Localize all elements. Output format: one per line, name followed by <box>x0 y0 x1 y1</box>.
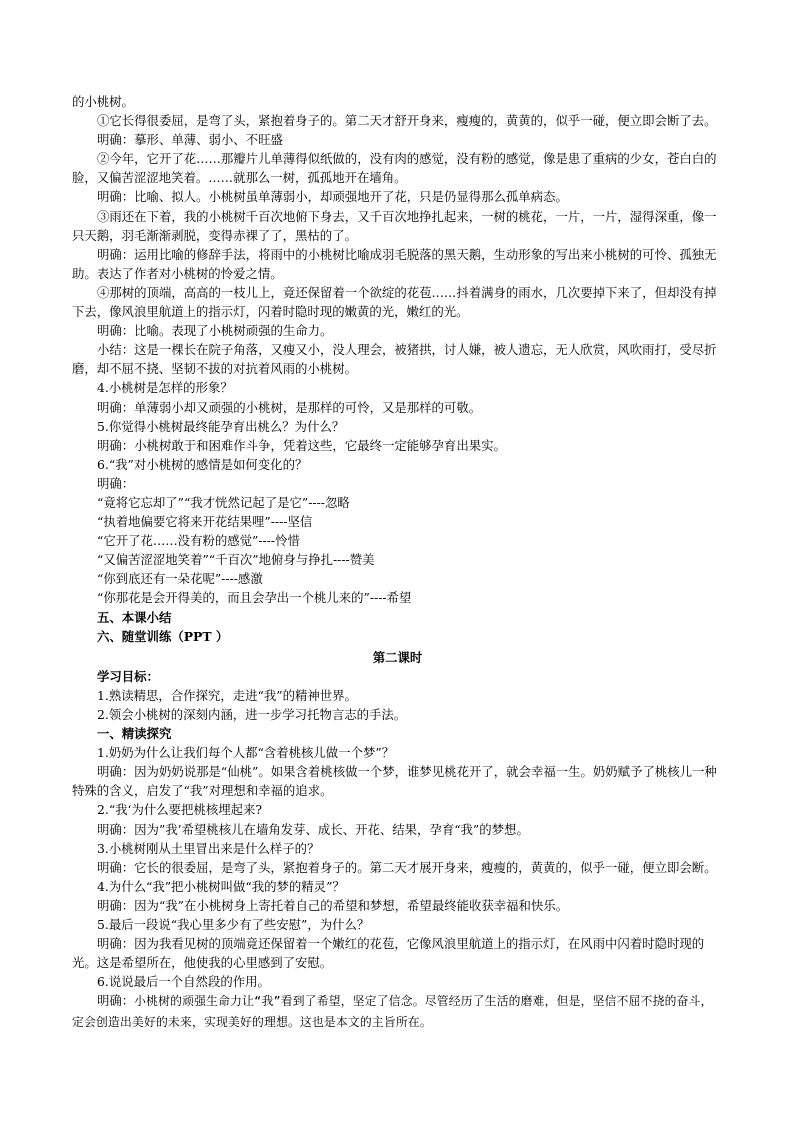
paragraph <box>72 991 723 1031</box>
paragraph <box>72 187 723 206</box>
paragraph <box>72 111 723 130</box>
paragraph-text: 6.“我”对小桃树的感情是如何变化的？ <box>97 456 308 472</box>
paragraph <box>72 245 723 283</box>
paragraph <box>72 92 723 111</box>
paragraph-text: 明确：摹形、单薄、弱小、不旺盛 <box>97 132 283 148</box>
document-page <box>72 92 723 1032</box>
paragraph <box>72 820 723 839</box>
paragraph-text: 明确： <box>97 993 135 1009</box>
paragraph-text: 第二课时 <box>372 649 423 665</box>
heading-line <box>72 608 723 627</box>
paragraph <box>72 531 723 550</box>
paragraph <box>72 877 723 896</box>
paragraph-text: 六、随堂训练（PPT ） <box>97 628 229 644</box>
paragraph-text: “又偏苦涩涩地笑着”“千百次”地俯身与挣扎----赞美 <box>97 552 375 568</box>
paragraph-text: 明确：小桃树敢于和困难作斗争，凭着这些，它最终一定能够孕育出果实。 <box>97 437 506 453</box>
heading-line <box>72 667 723 686</box>
paragraph-text: 2.领会小桃树的深刻内涵，进一步学习托物言志的手法。 <box>97 707 407 722</box>
paragraph-text: 学习目标： <box>97 668 159 684</box>
paragraph <box>72 149 723 187</box>
paragraph <box>72 896 723 915</box>
paragraph-text: “你那花是会开得美的，而且会孕出一个桃儿来的”----希望 <box>97 590 412 606</box>
paragraph-text: ④那树的顶端，高高的一枝儿上，竟还保留着一个欲绽的花苞……抖着满身的雨水，几次要掉下来了，但却没有掉下去，像风浪里航道上的指示灯，闪着时隐时现的嫩黄的光，嫩红的光。 <box>72 284 717 320</box>
paragraph-text: ①它长得很委屈，是弯了头，紧抱着身子的。第二天才舒开身来，瘦瘦的，黄黄的，似乎一碰，便立即会断了去。 <box>97 113 717 129</box>
paragraph-text: 明确：运用比喻的修辞手法，将雨中的小桃树比喻成羽毛脱落的黑天鹅，生动形象的写出来小桃树的可怜、孤独无助。表达了作者对小桃树的怜爱之情。 <box>72 246 717 281</box>
paragraph <box>72 512 723 531</box>
paragraph <box>72 550 723 569</box>
paragraph-text: 1.奶奶为什么让我们每个人都“含着桃核儿做一个梦”？ <box>97 745 395 761</box>
paragraph <box>72 705 723 724</box>
paragraph <box>72 493 723 512</box>
paragraph <box>72 569 723 588</box>
paragraph <box>72 800 723 819</box>
paragraph-text: 一、精读探究 <box>97 726 172 742</box>
paragraph-text: 4.为什么“我”把小桃树叫做“我的梦的精灵”？ <box>97 878 345 894</box>
paragraph <box>72 207 723 245</box>
paragraph-text: 3.小桃树刚从土里冒出来是什么样子的？ <box>97 840 320 856</box>
paragraph-text: ②今年，它开了花……那瓣片儿单薄得似纸做的，没有肉的感觉，没有粉的感觉，像是患了重病的少女，苍白白的脸，又偏苦涩涩地笑着。……就那么一树，孤孤地开在墙角。 <box>72 151 717 186</box>
paragraph <box>72 839 723 858</box>
paragraph-text: “它开了花……没有粉的感觉”----怜惜 <box>97 533 300 549</box>
paragraph <box>72 378 723 397</box>
paragraph-text: “竟将它忘却了”“我才恍然记起了是它”----忽略 <box>97 494 350 510</box>
heading-line <box>72 724 723 743</box>
paragraph-text: 明确：比喻。表现了小桃树顽强的生命力。 <box>97 323 333 339</box>
paragraph-text: 6.说说最后一个自然段的作用。 <box>97 974 270 990</box>
paragraph-text: 的小桃树。 <box>72 94 134 109</box>
paragraph-text: 明确：因为”我’希望桃核儿在墙角发芽、成长、开花、结果，孕育“我”的梦想。 <box>97 821 529 837</box>
paragraph-text: 5.你觉得小桃树最终能孕育出桃么？为什么？ <box>97 418 345 434</box>
paragraph <box>72 934 723 972</box>
paragraph <box>72 417 723 436</box>
paragraph-text: 5.最后一段说“我心里多少有了些安慰”，为什么？ <box>97 917 370 933</box>
paragraph <box>72 686 723 705</box>
section-heading <box>72 648 723 667</box>
paragraph <box>72 455 723 474</box>
paragraph <box>72 340 723 378</box>
paragraph-text: 五、本课小结 <box>97 609 172 625</box>
paragraph <box>72 588 723 607</box>
paragraph-text: 明确：因为“我”在小桃树身上寄托着自己的希望和梦想，希望最终能收获幸福和快乐。 <box>97 897 569 913</box>
paragraph <box>72 398 723 417</box>
paragraph <box>72 858 723 877</box>
paragraph <box>72 130 723 149</box>
paragraph-text: 明确：因为我看见树的顶端竟还保留着一个嫩红的花苞，它像风浪里航道上的指示灯，在风雨中闪着时隐时现的光。这是希望所在，他使我的心里感到了安慰。 <box>72 936 705 971</box>
paragraph <box>72 972 723 991</box>
handwritten-answer: 小桃树的顽强生命力让“我”看到了希望，坚定了信念。尽管经历了生活的磨难，但是，坚信不屈不挠的奋斗，定会创造出美好的未来，实现美好的理想。这也是本文的主旨所在。 <box>72 994 713 1029</box>
paragraph-text: 1.熟读精思，合作探究，走进“我”的精神世界。 <box>97 687 357 703</box>
paragraph-text: 小结：这是一棵长在院子角落，又瘦又小，没人理会，被猪拱，讨人嫌，被人遗忘，无人欣赏，风吹雨打，受尽折磨，却不屈不挠、坚韧不拔的对抗着风雨的小桃树。 <box>72 342 717 377</box>
paragraph-text: 明确：比喻、拟人。小桃树虽单薄弱小，却顽强地开了花，只是仍显得那么孤单病态。 <box>97 189 568 205</box>
paragraph-text: 明确： <box>97 475 135 491</box>
paragraph-text: ③雨还在下着，我的小桃树千百次地俯下身去，又千百次地挣扎起来，一树的桃花，一片，一片，湿得深重，像一只天鹅，羽毛渐渐剥脱，变得赤裸了了，黑枯的了。 <box>72 208 717 243</box>
paragraph <box>72 743 723 762</box>
paragraph <box>72 283 723 321</box>
paragraph-text: 明确：因为奶奶说那是“仙桃”。如果含着桃核做一个梦，谁梦见桃花开了，就会幸福一生。奶奶赋予了桃核儿一种特殊的含义，启发了“我”对理想和幸福的追求。 <box>72 764 717 799</box>
paragraph <box>72 762 723 800</box>
paragraph-text: 明确：单薄弱小却又顽强的小桃树，是那样的可怜，又是那样的可敬。 <box>97 399 482 415</box>
paragraph <box>72 915 723 934</box>
paragraph-text: “你到底还有一朵花呢”----感激 <box>97 571 263 587</box>
paragraph <box>72 474 723 493</box>
paragraph-text: 明确：它长的很委屈，是弯了头，紧抱着身子的。第二天才展开身来，瘦瘦的，黄黄的，似乎一碰，便立即会断。 <box>97 859 717 875</box>
heading-line <box>72 627 723 646</box>
paragraph <box>72 321 723 340</box>
paragraph <box>72 436 723 455</box>
paragraph-text: 2.“我‘为什么要把桃核埋起来? <box>97 802 263 818</box>
paragraph-text: “执着地偏要它将来开花结果哩”----坚信 <box>97 514 313 530</box>
paragraph-text: 4.小桃树是怎样的形象？ <box>97 380 233 396</box>
